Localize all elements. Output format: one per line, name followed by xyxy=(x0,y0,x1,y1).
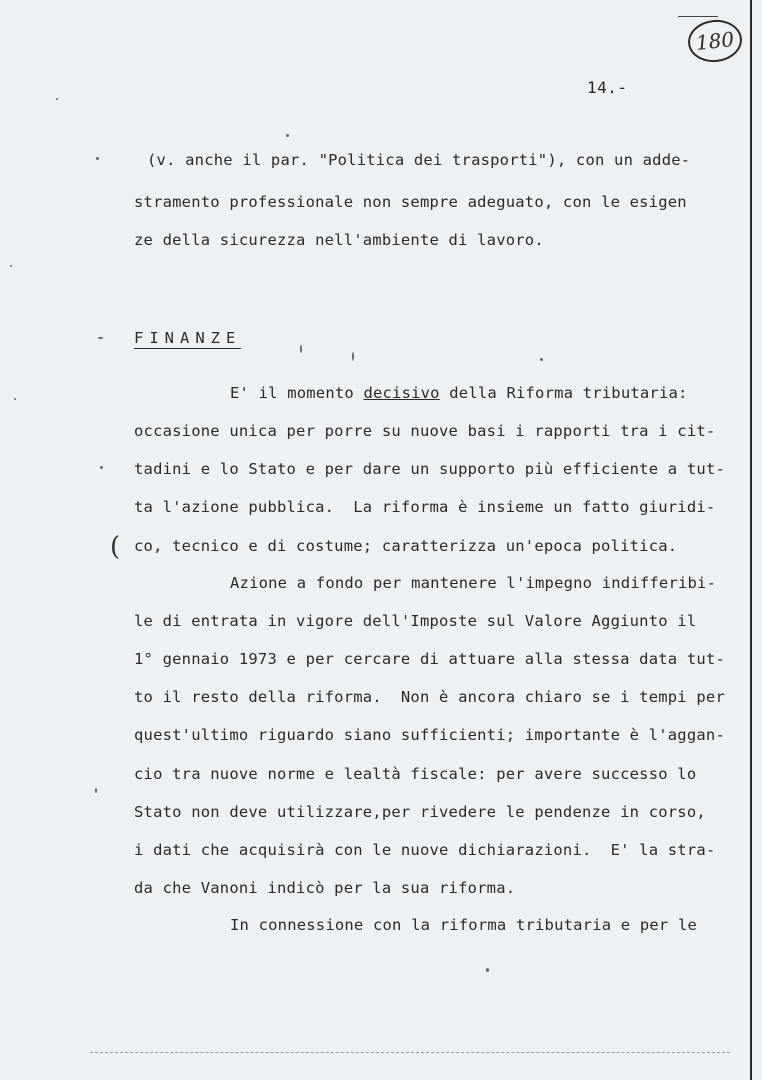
text-line: ta l'azione pubblica. La riforma è insieme un fatto giuridi- xyxy=(134,498,716,516)
scan-speck xyxy=(300,345,302,353)
text-line: Azione a fondo per mantenere l'impegno indifferibi- xyxy=(230,574,717,592)
scan-speck xyxy=(540,358,543,361)
text-line: 1° gennaio 1973 e per cercare di attuare alla stessa data tut- xyxy=(134,650,725,668)
scan-speck xyxy=(95,788,97,793)
page-stamp: 180 xyxy=(686,17,744,64)
scan-speck xyxy=(486,968,489,972)
text-line: le di entrata in vigore dell'Imposte sul Valore Aggiunto il xyxy=(134,612,697,630)
text-line: (v. anche il par. "Politica dei trasporti"), con un adde- xyxy=(147,151,691,169)
scan-speck xyxy=(100,466,103,469)
top-rule xyxy=(678,16,718,17)
text-segment: della Riforma tributaria: xyxy=(439,384,688,402)
text-line: tadini e lo Stato e per dare un supporto più efficiente a tut- xyxy=(134,460,725,478)
text-line: occasione unica per porre su nuove basi i rapporti tra i cit- xyxy=(134,422,716,440)
bottom-rule xyxy=(90,1052,730,1053)
text-line: stramento professionale non sempre adeguato, con le esigen xyxy=(134,193,687,211)
scan-speck xyxy=(14,398,16,400)
page-number: 14.- xyxy=(587,78,628,97)
text-line: quest'ultimo riguardo siano sufficienti; importante è l'aggan- xyxy=(134,726,725,744)
text-line: da che Vanoni indicò per la sua riforma. xyxy=(134,879,516,897)
scan-speck xyxy=(352,352,354,361)
section-heading: FINANZE xyxy=(134,329,242,347)
text-line: In connessione con la riforma tributaria e per le xyxy=(230,916,698,934)
scan-speck xyxy=(10,265,12,267)
text-segment: E' il momento xyxy=(230,384,364,402)
text-line xyxy=(230,384,688,402)
scan-speck xyxy=(286,134,289,137)
scan-speck xyxy=(96,157,99,160)
text-line: co, tecnico e di costume; caratterizza un'epoca politica. xyxy=(134,537,678,555)
scan-speck xyxy=(98,337,103,339)
text-line: ze della sicurezza nell'ambiente di lavoro. xyxy=(134,231,544,249)
underlined-word: decisivo xyxy=(363,384,440,402)
page-edge xyxy=(750,0,752,1080)
text-line: to il resto della riforma. Non è ancora chiaro se i tempi per xyxy=(134,688,725,706)
text-line: Stato non deve utilizzare,per rivedere le pendenze in corso, xyxy=(134,803,706,821)
margin-bracket-mark: ( xyxy=(110,532,121,562)
text-line: i dati che acquisirà con le nuove dichiarazioni. E' la stra- xyxy=(134,841,716,859)
text-line: cio tra nuove norme e lealtà fiscale: per avere successo lo xyxy=(134,765,697,783)
scan-speck xyxy=(56,98,58,100)
